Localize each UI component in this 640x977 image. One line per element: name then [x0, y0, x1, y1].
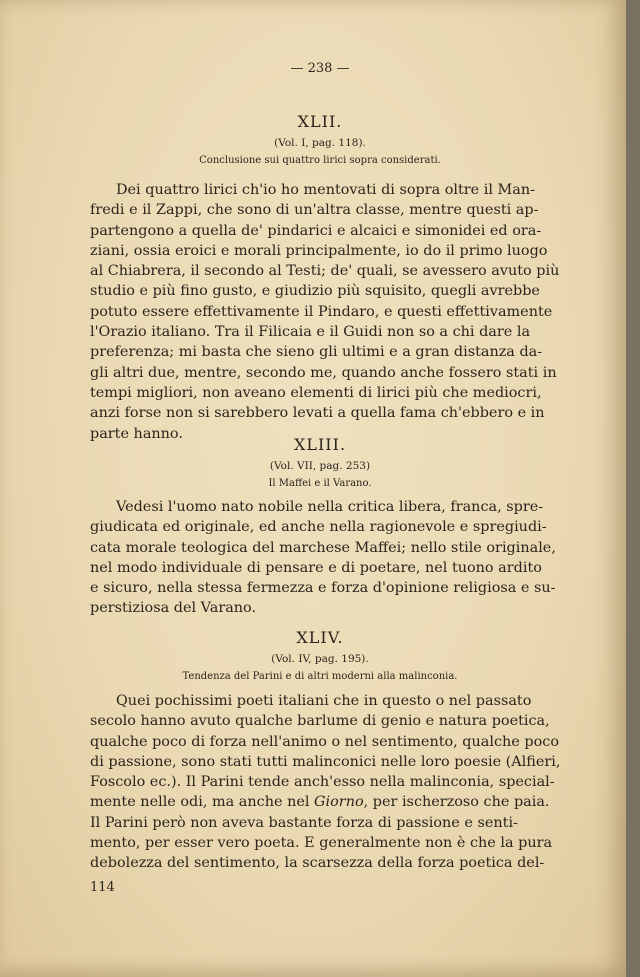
- text-line: qualche poco di forza nell'animo o nel sentimento, qualche poco: [90, 733, 559, 750]
- italic-title: Giorno: [314, 794, 364, 811]
- text-line: ziani, ossia eroici e morali principalmente, io do il primo luogo: [90, 242, 548, 259]
- text-line: debolezza del sentimento, la scarsezza della forza poetica del-: [90, 855, 545, 872]
- text-line: partengono a quella de' pindarici e alcaici e simonidei ed ora-: [90, 222, 542, 239]
- text-line: anzi forse non si sarebbero levati a quella fama ch'ebbero e in: [90, 405, 545, 422]
- text-segment: mente nelle odi, ma anche nel: [90, 794, 315, 811]
- text-line: e sicuro, nella stessa fermezza e forza d'opinione religiosa e su-: [90, 580, 556, 597]
- text-line: potuto essere effettivamente il Pindaro, e questi effettivamente: [90, 303, 553, 320]
- text-line: gli altri due, mentre, secondo me, quando anche fossero stati in: [90, 364, 557, 381]
- section-subtitle: Tendenza del Parini e di altri moderni alla malinconia.: [182, 671, 458, 682]
- text-line: studio e più fino gusto, e giudizio più squisito, quegli avrebbe: [90, 283, 540, 300]
- section-subtitle: Conclusione sui quattro lirici sopra considerati.: [199, 155, 441, 166]
- text-line: l'Orazio italiano. Tra il Filicaia e il Guidi non so a chi dare la: [90, 324, 531, 341]
- section-number: XLII.: [297, 112, 343, 131]
- text-line: Il Parini però non aveva bastante forza di passione e senti-: [90, 814, 518, 831]
- text-line: secolo hanno avuto qualche barlume di genio e natura poetica,: [90, 713, 550, 730]
- text-segment: , per ischerzoso che paia.: [363, 794, 550, 811]
- text-line: cata morale teologica del marchese Maffei; nello stile originale,: [90, 539, 556, 556]
- text-line: al Chiabrera, il secondo al Testi; de' quali, se avessero avuto più: [90, 263, 560, 280]
- section-number: XLIII.: [293, 435, 347, 454]
- section-paragraph: [90, 180, 640, 444]
- text-line: Dei quattro lirici ch'io ho mentovati di sopra oltre il Man-: [116, 182, 536, 198]
- text-line: mento, per esser vero poeta. E generalmente non è che la pura: [90, 835, 553, 852]
- volume-reference: (Vol. I, pag. 118).: [274, 137, 366, 149]
- text-line: parte hanno.: [90, 425, 183, 442]
- text-line: Vedesi l'uomo nato nobile nella critica libera, franca, spre-: [116, 499, 544, 515]
- text-line: fredi e il Zappi, che sono di un'altra classe, mentre questi ap-: [90, 202, 539, 219]
- page-number-header: — 238 —: [290, 61, 350, 76]
- section-subtitle: Il Maffei e il Varano.: [268, 478, 372, 489]
- text-line: di passione, sono stati tutti malinconici nelle loro poesie (Alfieri,: [90, 753, 561, 770]
- section-paragraph: [90, 497, 640, 619]
- text-line: tempi migliori, non aveano elementi di lirici più che mediocri,: [90, 384, 542, 401]
- text-line: Quei pochissimi poeti italiani che in questo o nel passato: [116, 693, 532, 709]
- text-line: preferenza; mi basta che sieno gli ultimi e a gran distanza da-: [90, 344, 543, 361]
- volume-reference: (Vol. VII, pag. 253): [269, 460, 371, 472]
- text-line: [90, 792, 640, 812]
- signature-mark: 114: [90, 880, 115, 895]
- volume-reference: (Vol. IV, pag. 195).: [271, 653, 369, 665]
- text-line: Foscolo ec.). Il Parini tende anch'esso nella malinconia, special-: [90, 774, 555, 791]
- section-number: XLIV.: [296, 628, 344, 647]
- text-line: nel modo individuale di pensare e di poetare, nel tuono ardito: [90, 559, 542, 576]
- section-paragraph: [90, 691, 640, 874]
- text-line: perstiziosa del Varano.: [90, 600, 257, 617]
- text-line: giudicata ed originale, ed anche nella ragionevole e spregiudi-: [90, 519, 547, 536]
